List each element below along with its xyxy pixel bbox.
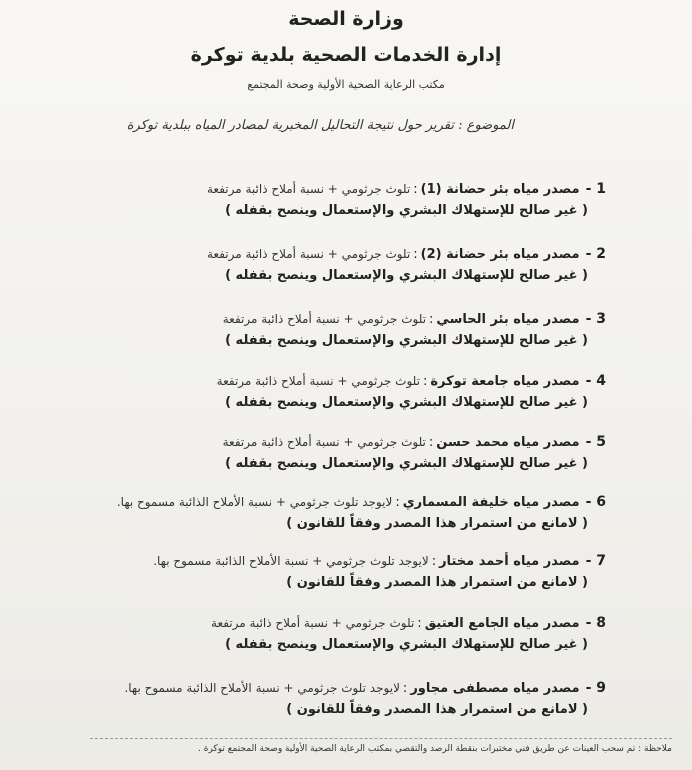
result-item <box>86 614 606 654</box>
result-item <box>86 493 606 533</box>
result-number: 6 - <box>585 494 606 510</box>
result-number: 5 - <box>585 434 606 450</box>
result-item <box>86 180 606 220</box>
report-subject: الموضوع : تقرير حول نتيجة التحاليل المخبرية لمصادر المياه ببلدية توكرة <box>126 118 514 133</box>
result-item <box>86 433 606 473</box>
result-line: 6 -مصدر مياه خليفة المسماري:لايوجد تلوث جرثومي + نسبة الأملاح الذائبة مسموح بها. <box>116 494 606 510</box>
result-verdict: ( غير صالح للإستهلاك البشري والإستعمال وينصح بقفله ) <box>225 456 588 471</box>
result-number: 8 - <box>585 615 606 631</box>
water-source-name: مصدر مياه جامعة توكرة <box>430 374 580 389</box>
water-source-name: مصدر مياه محمد حسن <box>436 435 580 450</box>
result-line: 3 -مصدر مياه بئر الحاسي:تلوث جرثومي + نسبة أملاح ذائبة مرتفعة <box>222 311 606 327</box>
result-verdict: ( لامانع من استمرار هذا المصدر وفقاً للقانون ) <box>286 575 588 590</box>
result-verdict: ( غير صالح للإستهلاك البشري والإستعمال وينصح بقفله ) <box>225 637 588 652</box>
result-line: 4 -مصدر مياه جامعة توكرة:تلوث جرثومي + نسبة أملاح ذائبة مرتفعة <box>216 373 606 389</box>
result-number: 9 - <box>585 680 606 696</box>
lab-finding: لايوجد تلوث جرثومي + نسبة الأملاح الذائبة مسموح بها. <box>116 495 393 509</box>
department-title: إدارة الخدمات الصحية بلدية توكرة <box>190 44 502 66</box>
result-number: 7 - <box>585 553 606 569</box>
result-item <box>86 245 606 285</box>
lab-finding: تلوث جرثومي + نسبة أملاح ذائبة مرتفعة <box>211 616 415 630</box>
office-subtitle: مكتب الرعاية الصحية الأولية وصحة المجتمع <box>247 78 445 91</box>
result-number: 4 - <box>585 373 606 389</box>
result-item <box>86 552 606 592</box>
lab-finding: تلوث جرثومي + نسبة أملاح ذائبة مرتفعة <box>222 312 427 326</box>
result-line: 7 -مصدر مياه أحمد مختار:لايوجد تلوث جرثومي + نسبة الأملاح الذائبة مسموح بها. <box>153 553 606 569</box>
result-number: 2 - <box>585 246 606 262</box>
lab-finding: تلوث جرثومي + نسبة أملاح ذائبة مرتفعة <box>206 182 411 196</box>
water-source-name: مصدر مياه أحمد مختار <box>439 554 580 569</box>
lab-finding: لايوجد تلوث جرثومي + نسبة الأملاح الذائبة مسموح بها. <box>124 681 400 695</box>
result-item <box>86 679 606 719</box>
result-verdict: ( غير صالح للإستهلاك البشري والإستعمال وينصح بقفله ) <box>225 203 588 218</box>
result-line: 2 -مصدر مياه بئر حضانة (2):تلوث جرثومي + نسبة أملاح ذائبة مرتفعة <box>206 246 606 262</box>
result-number: 3 - <box>585 311 606 327</box>
water-source-name: مصدر مياه خليفة المسماري <box>402 495 580 510</box>
lab-finding: لايوجد تلوث جرثومي + نسبة الأملاح الذائبة مسموح بها. <box>153 554 429 568</box>
result-verdict: ( غير صالح للإستهلاك البشري والإستعمال وينصح بقفله ) <box>225 395 588 410</box>
result-verdict: ( غير صالح للإستهلاك البشري والإستعمال وينصح بقفله ) <box>225 333 588 348</box>
ministry-title: وزارة الصحة <box>288 8 404 30</box>
result-line: 9 -مصدر مياه مصطفى مجاور:لايوجد تلوث جرثومي + نسبة الأملاح الذائبة مسموح بها. <box>124 680 606 696</box>
lab-finding: تلوث جرثومي + نسبة أملاح ذائبة مرتفعة <box>222 435 426 449</box>
result-number: 1 - <box>585 181 606 197</box>
result-line: 8 -مصدر مياه الجامع العتيق:تلوث جرثومي + نسبة أملاح ذائبة مرتفعة <box>211 615 606 631</box>
footer-note: ملاحظة : تم سحب العينات عن طريق فني مختبرات بنقطة الرصد والتقصي بمكتب الرعاية الصحية الأولية وصحة المجتمع توكرة . <box>198 744 672 754</box>
water-source-name: مصدر مياه الجامع العتيق <box>424 616 580 631</box>
result-item <box>86 310 606 350</box>
footer-divider <box>90 738 672 739</box>
result-line: 1 -مصدر مياه بئر حضانة (1):تلوث جرثومي + نسبة أملاح ذائبة مرتفعة <box>206 181 606 197</box>
water-source-name: مصدر مياه مصطفى مجاور <box>410 681 580 696</box>
water-source-name: مصدر مياه بئر حضانة (1) <box>420 182 580 197</box>
water-source-name: مصدر مياه بئر الحاسي <box>436 312 580 327</box>
result-item <box>86 372 606 412</box>
result-verdict: ( لامانع من استمرار هذا المصدر وفقاً للقانون ) <box>286 702 588 717</box>
lab-finding: تلوث جرثومي + نسبة أملاح ذائبة مرتفعة <box>216 374 420 388</box>
result-line: 5 -مصدر مياه محمد حسن:تلوث جرثومي + نسبة أملاح ذائبة مرتفعة <box>222 434 606 450</box>
lab-finding: تلوث جرثومي + نسبة أملاح ذائبة مرتفعة <box>206 247 411 261</box>
result-verdict: ( لامانع من استمرار هذا المصدر وفقاً للقانون ) <box>286 516 588 531</box>
result-verdict: ( غير صالح للإستهلاك البشري والإستعمال وينصح بقفله ) <box>225 268 588 283</box>
water-source-name: مصدر مياه بئر حضانة (2) <box>420 247 580 262</box>
